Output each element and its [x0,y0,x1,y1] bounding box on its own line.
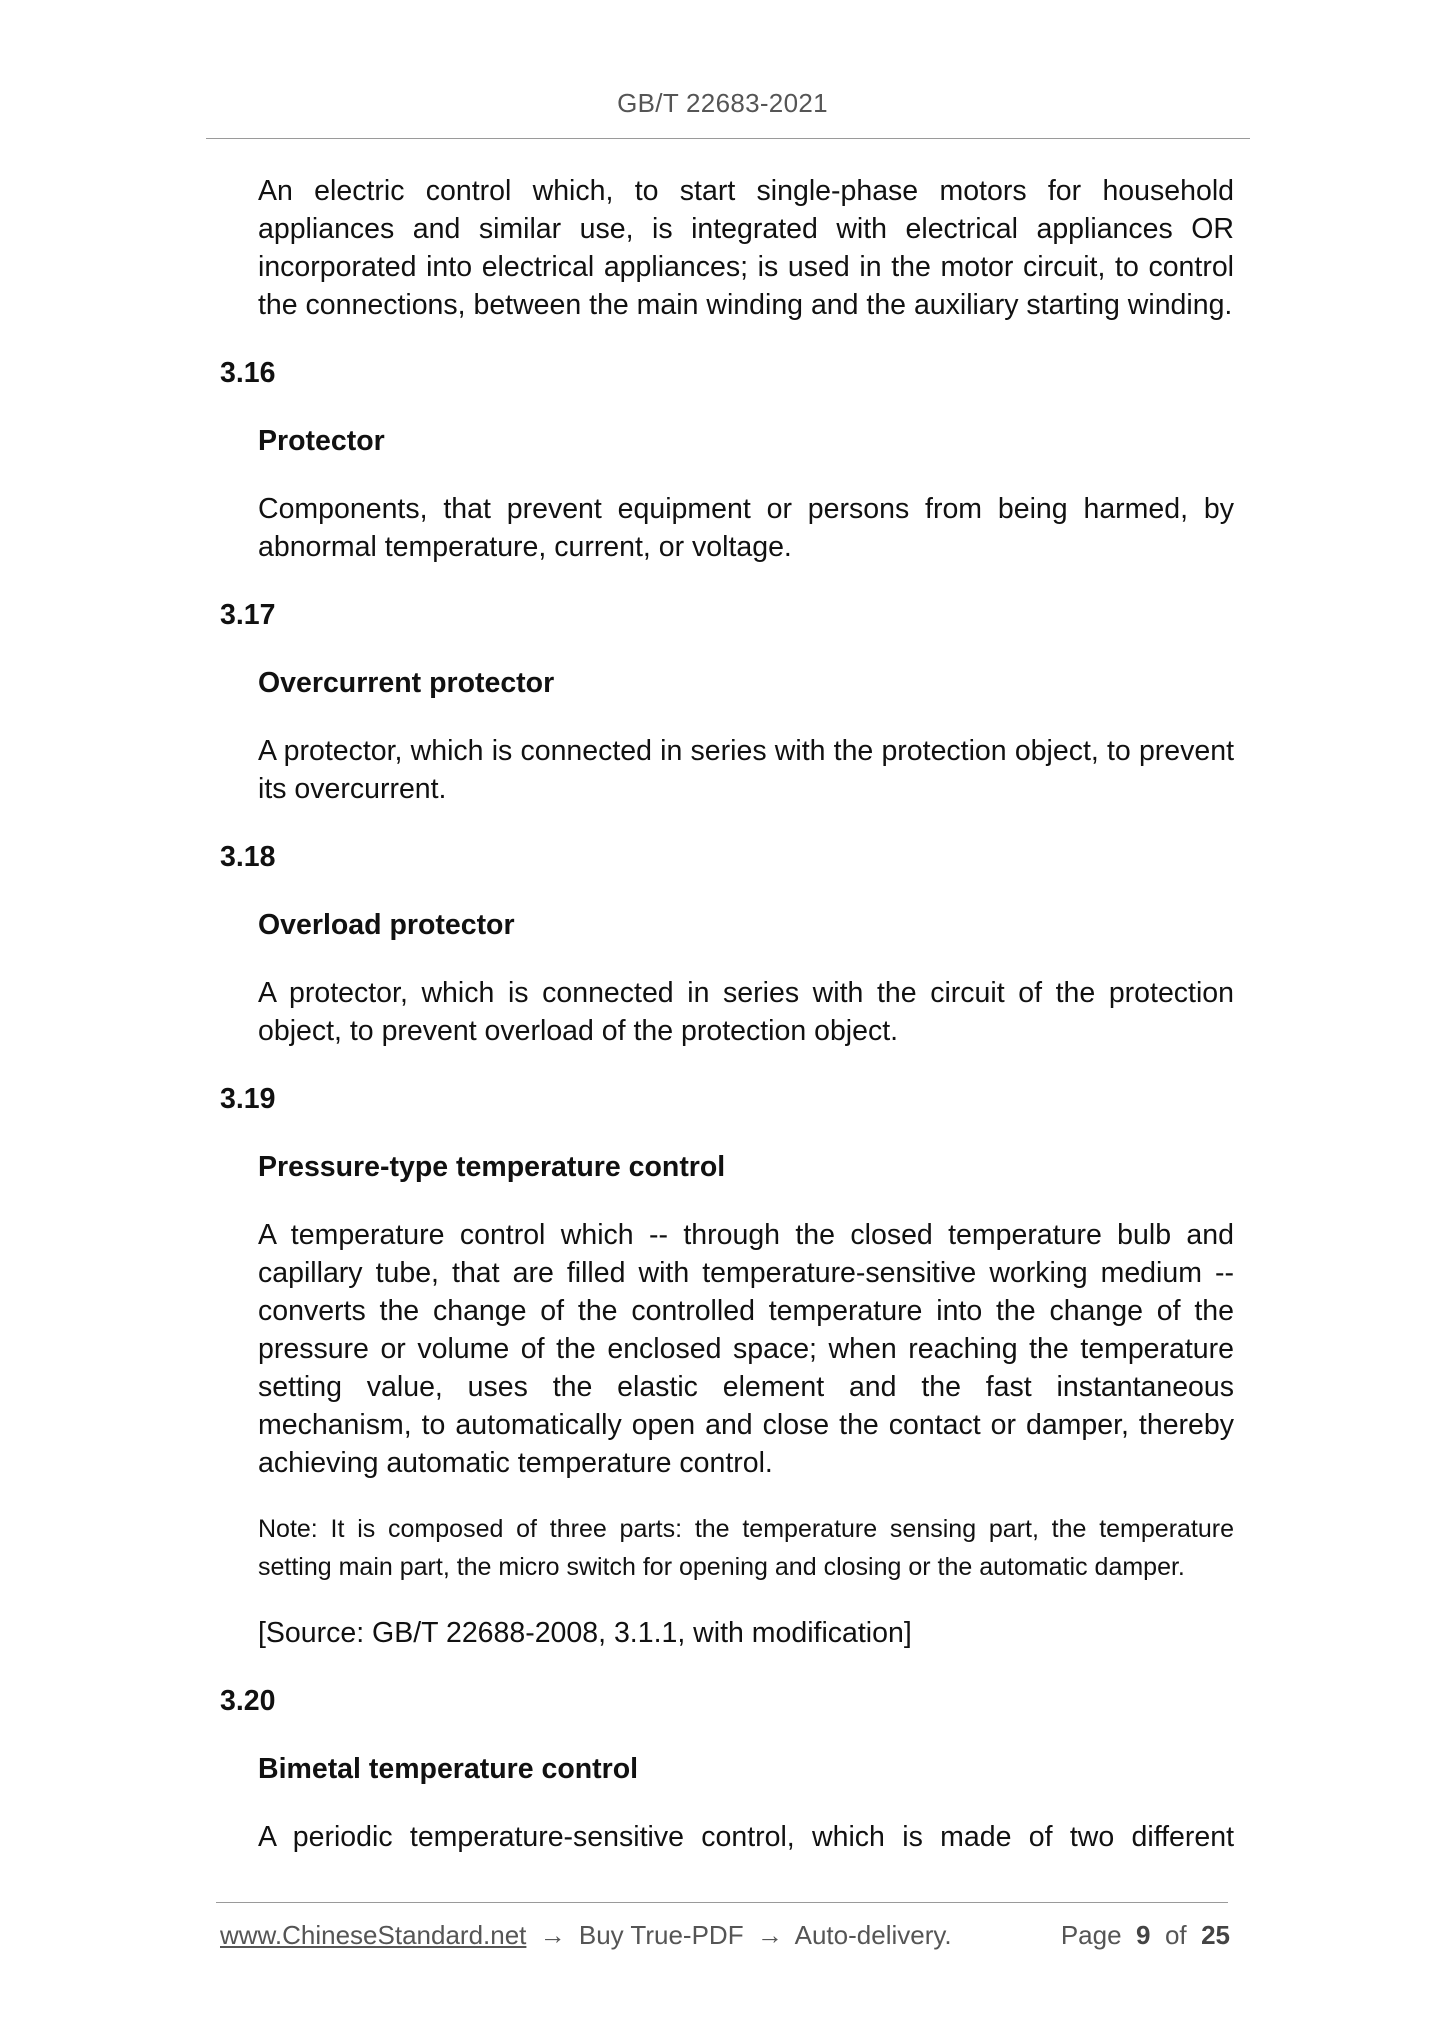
clause-number: 3.17 [220,599,276,631]
arrow-right-icon: → [539,1920,566,1950]
clause-number: 3.19 [220,1083,276,1115]
clause-term: Bimetal temperature control [258,1753,639,1785]
clause-definition: A temperature control which -- through the closed temperature bulb and capillary tube, that are filled with temperature-sensitive working medium -- converts the change of the controlled temperature into the change of the pressure or volume of the enclosed space; when reaching the temperature setting value, uses the elastic element and the fast instantaneous mechanism, to automatically open and close the contact or damper, thereby achieving automatic temperature control. [258,1219,1234,1479]
clause-term: Overload protector [258,909,515,941]
clause-term: Overcurrent protector [258,667,555,699]
document-header-standard-id: GB/T 22683-2021 [617,88,828,118]
page-indicator [1061,1920,1230,1951]
page-of: of [1164,1920,1187,1950]
clause-term: Pressure-type temperature control [258,1151,726,1183]
clause-3-16 [220,354,1240,566]
clause-number: 3.16 [220,357,276,389]
page-label: Page [1060,1920,1122,1950]
page-total: 25 [1201,1920,1230,1950]
footer-promo [220,1920,952,1951]
clause-3-19 [220,1080,1240,1652]
document-body [220,168,1240,1856]
clause-3-18 [220,838,1240,1050]
clause-3-20 [220,1682,1240,1856]
clause-number: 3.18 [220,841,276,873]
clause-note: Note: It is composed of three parts: the temperature sensing part, the temperature setting main part, the micro switch for opening and closing or the automatic damper. [258,1515,1234,1581]
clause-definition: A protector, which is connected in series with the protection object, to prevent its overcurrent. [258,735,1234,805]
header-divider [206,138,1250,139]
clause-definition: A protector, which is connected in series with the circuit of the protection object, to prevent overload of the protection object. [258,977,1234,1047]
page-current: 9 [1136,1920,1151,1950]
page-footer [220,1920,1230,1951]
clause-term: Protector [258,425,385,457]
intro-paragraph: An electric control which, to start single-phase motors for household appliances and similar use, is integrated with electrical appliances OR incorporated into electrical appliances; is used in the motor circuit, to control the connections, between the main winding and the auxiliary starting winding. [258,175,1234,321]
clause-source: [Source: GB/T 22688-2008, 3.1.1, with modification] [258,1617,912,1649]
delivery-text: Auto-delivery. [794,1920,952,1950]
buy-text: Buy True-PDF [578,1920,744,1950]
footer-divider [216,1902,1228,1903]
website-link[interactable]: www.ChineseStandard.net [220,1920,527,1950]
clause-number: 3.20 [220,1685,276,1717]
clause-definition: Components, that prevent equipment or persons from being harmed, by abnormal temperature, current, or voltage. [258,493,1234,563]
arrow-right-icon: → [756,1920,783,1950]
clause-definition: A periodic temperature-sensitive control, which is made of two different [258,1821,1234,1853]
clause-3-17 [220,596,1240,808]
